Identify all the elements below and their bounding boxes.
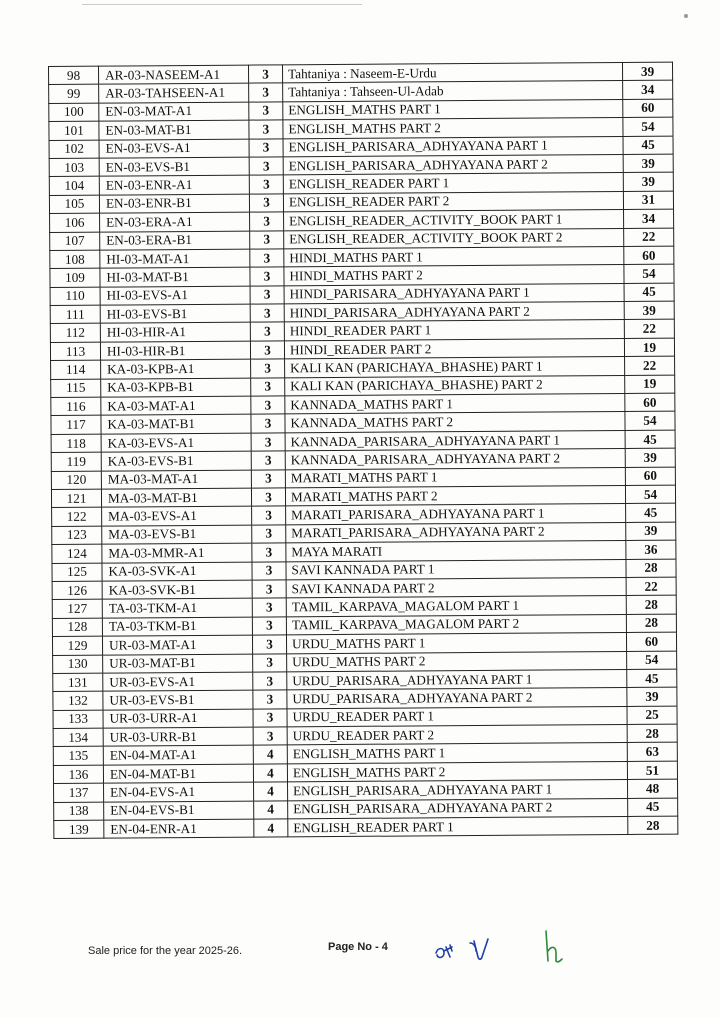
price-cell: 28 — [626, 614, 676, 633]
price-cell: 28 — [628, 816, 678, 835]
class-cell: 3 — [251, 451, 285, 470]
price-cell: 60 — [625, 467, 675, 486]
title-cell: KANNADA_PARISARA_ADHYAYANA PART 2 — [285, 449, 625, 470]
class-cell: 4 — [253, 764, 287, 783]
book-code-cell: TA-03-TKM-B1 — [102, 617, 252, 636]
title-cell: MARATI_MATHS PART 2 — [285, 485, 625, 506]
serial-cell: 100 — [49, 103, 99, 122]
class-cell: 3 — [249, 83, 283, 102]
serial-cell: 104 — [49, 176, 99, 195]
price-cell: 28 — [626, 559, 676, 578]
serial-cell: 113 — [50, 342, 100, 361]
book-code-cell: KA-03-EVS-B1 — [101, 451, 251, 470]
title-cell: SAVI KANNADA PART 2 — [286, 577, 626, 598]
title-cell: ENGLISH_PARISARA_ADHYAYANA PART 1 — [283, 136, 623, 157]
title-cell: ENGLISH_READER PART 1 — [283, 173, 623, 194]
class-cell: 3 — [250, 286, 284, 305]
book-code-cell: AR-03-TAHSEEN-A1 — [99, 83, 249, 102]
book-code-cell: EN-03-ERA-B1 — [100, 231, 250, 250]
serial-cell: 125 — [52, 563, 102, 582]
book-code-cell: UR-03-URR-B1 — [103, 727, 253, 746]
class-cell: 3 — [250, 212, 284, 231]
book-code-cell: TA-03-TKM-A1 — [102, 598, 252, 617]
class-cell: 3 — [253, 709, 287, 728]
title-cell: HINDI_MATHS PART 1 — [284, 246, 624, 267]
price-cell: 63 — [627, 743, 677, 762]
signature-3 — [546, 931, 562, 962]
price-cell: 36 — [626, 540, 676, 559]
price-cell: 28 — [627, 724, 677, 743]
price-cell: 39 — [624, 301, 674, 320]
serial-cell: 119 — [51, 452, 101, 471]
price-cell: 22 — [624, 228, 674, 247]
sale-price-note: Sale price for the year 2025-26. — [88, 945, 243, 957]
title-cell: KANNADA_MATHS PART 1 — [285, 394, 625, 415]
price-cell: 60 — [623, 99, 673, 118]
class-cell: 3 — [249, 175, 283, 194]
book-code-cell: KA-03-EVS-A1 — [101, 433, 251, 452]
class-cell: 3 — [249, 120, 283, 139]
corner-dot — [684, 14, 688, 18]
serial-cell: 129 — [52, 636, 102, 655]
price-table — [48, 62, 678, 840]
class-cell: 3 — [252, 580, 286, 599]
title-cell: KANNADA_MATHS PART 2 — [285, 412, 625, 433]
price-cell: 60 — [625, 393, 675, 412]
serial-cell: 115 — [51, 379, 101, 398]
book-code-cell: UR-03-MAT-B1 — [103, 654, 253, 673]
class-cell: 4 — [254, 782, 288, 801]
title-cell: MARATI_MATHS PART 1 — [285, 467, 625, 488]
class-cell: 3 — [252, 525, 286, 544]
book-code-cell: EN-04-EVS-A1 — [104, 782, 254, 801]
title-cell: URDU_READER PART 1 — [287, 706, 627, 727]
page-number: Page No - 4 — [328, 941, 388, 953]
title-cell: HINDI_PARISARA_ADHYAYANA PART 1 — [284, 283, 624, 304]
book-code-cell: MA-03-MAT-A1 — [101, 470, 251, 489]
book-code-cell: EN-03-ENR-B1 — [99, 194, 249, 213]
title-cell: ENGLISH_MATHS PART 2 — [283, 118, 623, 139]
price-cell: 48 — [627, 779, 677, 798]
book-code-cell: EN-04-MAT-B1 — [103, 764, 253, 783]
class-cell: 3 — [250, 304, 284, 323]
price-cell: 22 — [626, 577, 676, 596]
table-row — [54, 816, 678, 839]
signatures — [430, 925, 580, 975]
serial-cell: 111 — [50, 305, 100, 324]
title-cell: URDU_READER PART 2 — [287, 725, 627, 746]
book-code-cell: HI-03-HIR-B1 — [100, 341, 250, 360]
price-cell: 39 — [625, 448, 675, 467]
class-cell: 3 — [253, 653, 287, 672]
serial-cell: 121 — [51, 489, 101, 508]
serial-cell: 114 — [51, 360, 101, 379]
serial-cell: 108 — [50, 250, 100, 269]
price-cell: 54 — [625, 485, 675, 504]
serial-cell: 109 — [50, 268, 100, 287]
class-cell: 3 — [253, 672, 287, 691]
price-cell: 45 — [627, 669, 677, 688]
title-cell: ENGLISH_READER_ACTIVITY_BOOK PART 1 — [284, 210, 624, 231]
class-cell: 3 — [252, 617, 286, 636]
serial-cell: 117 — [51, 416, 101, 435]
price-cell: 34 — [623, 81, 673, 100]
class-cell: 3 — [251, 396, 285, 415]
book-code-cell: MA-03-EVS-B1 — [102, 525, 252, 544]
price-cell: 39 — [623, 154, 673, 173]
title-cell: URDU_MATHS PART 2 — [287, 651, 627, 672]
price-cell: 54 — [625, 412, 675, 431]
book-code-cell: KA-03-KPB-A1 — [101, 359, 251, 378]
serial-cell: 127 — [52, 599, 102, 618]
serial-cell: 107 — [50, 232, 100, 251]
serial-cell: 118 — [51, 434, 101, 453]
book-code-cell: AR-03-NASEEM-A1 — [99, 65, 249, 84]
title-cell: ENGLISH_READER PART 2 — [283, 191, 623, 212]
serial-cell: 110 — [50, 287, 100, 306]
class-cell: 3 — [252, 506, 286, 525]
class-cell: 3 — [251, 359, 285, 378]
book-code-cell: EN-04-EVS-B1 — [104, 801, 254, 820]
book-code-cell: EN-03-MAT-B1 — [99, 120, 249, 139]
title-cell: HINDI_MATHS PART 2 — [284, 265, 624, 286]
class-cell: 3 — [249, 102, 283, 121]
class-cell: 3 — [252, 635, 286, 654]
title-cell: ENGLISH_MATHS PART 2 — [287, 761, 627, 782]
top-scan-line — [82, 4, 362, 5]
title-cell: KALI KAN (PARICHAYA_BHASHE) PART 2 — [285, 375, 625, 396]
serial-cell: 112 — [50, 324, 100, 343]
class-cell: 3 — [252, 543, 286, 562]
price-cell: 45 — [624, 283, 674, 302]
price-cell: 60 — [626, 632, 676, 651]
price-cell: 45 — [623, 136, 673, 155]
serial-cell: 131 — [53, 673, 103, 692]
book-code-cell: EN-03-ENR-A1 — [99, 175, 249, 194]
price-cell: 39 — [622, 62, 672, 81]
serial-cell: 128 — [52, 618, 102, 637]
class-cell: 3 — [252, 561, 286, 580]
class-cell: 3 — [250, 341, 284, 360]
book-code-cell: UR-03-MAT-A1 — [102, 635, 252, 654]
book-code-cell: KA-03-SVK-A1 — [102, 562, 252, 581]
book-code-cell: HI-03-MAT-A1 — [100, 249, 250, 268]
book-code-cell: MA-03-MAT-B1 — [101, 488, 251, 507]
price-cell: 25 — [627, 706, 677, 725]
title-cell: SAVI KANNADA PART 1 — [286, 559, 626, 580]
class-cell: 3 — [250, 322, 284, 341]
price-cell: 19 — [625, 375, 675, 394]
title-cell: MARATI_PARISARA_ADHYAYANA PART 2 — [286, 522, 626, 543]
price-cell: 54 — [623, 117, 673, 136]
title-cell: URDU_PARISARA_ADHYAYANA PART 2 — [287, 688, 627, 709]
book-code-cell: UR-03-URR-A1 — [103, 709, 253, 728]
title-cell: Tahtaniya : Naseem-E-Urdu — [282, 62, 622, 83]
class-cell: 3 — [250, 230, 284, 249]
class-cell: 3 — [249, 157, 283, 176]
class-cell: 3 — [252, 598, 286, 617]
serial-cell: 105 — [49, 195, 99, 214]
class-cell: 3 — [251, 488, 285, 507]
serial-cell: 137 — [54, 783, 104, 802]
price-cell: 51 — [627, 761, 677, 780]
serial-cell: 98 — [49, 66, 99, 85]
price-cell: 45 — [625, 430, 675, 449]
title-cell: Tahtaniya : Tahseen-Ul-Adab — [283, 81, 623, 102]
title-cell: URDU_PARISARA_ADHYAYANA PART 1 — [287, 669, 627, 690]
serial-cell: 120 — [51, 471, 101, 490]
book-code-cell: EN-03-EVS-A1 — [99, 139, 249, 158]
class-cell: 3 — [253, 690, 287, 709]
serial-cell: 102 — [49, 140, 99, 159]
title-cell: HINDI_READER PART 2 — [284, 338, 624, 359]
book-code-cell: EN-03-EVS-B1 — [99, 157, 249, 176]
book-code-cell: HI-03-MAT-B1 — [100, 267, 250, 286]
serial-cell: 106 — [50, 213, 100, 232]
book-code-cell: EN-03-ERA-A1 — [100, 212, 250, 231]
serial-cell: 116 — [51, 397, 101, 416]
title-cell: TAMIL_KARPAVA_MAGALOM PART 2 — [286, 614, 626, 635]
title-cell: ENGLISH_PARISARA_ADHYAYANA PART 2 — [283, 154, 623, 175]
class-cell: 3 — [251, 377, 285, 396]
class-cell: 3 — [250, 267, 284, 286]
class-cell: 4 — [254, 800, 288, 819]
serial-cell: 134 — [53, 728, 103, 747]
title-cell: ENGLISH_MATHS PART 1 — [287, 743, 627, 764]
serial-cell: 130 — [53, 655, 103, 674]
title-cell: MARATI_PARISARA_ADHYAYANA PART 1 — [286, 504, 626, 525]
price-cell: 39 — [626, 522, 676, 541]
serial-cell: 99 — [49, 85, 99, 104]
book-code-cell: EN-04-ENR-A1 — [104, 819, 254, 838]
title-cell: KALI KAN (PARICHAYA_BHASHE) PART 1 — [285, 357, 625, 378]
class-cell: 4 — [253, 745, 287, 764]
class-cell: 3 — [249, 138, 283, 157]
book-code-cell: KA-03-KPB-B1 — [101, 378, 251, 397]
serial-cell: 126 — [52, 581, 102, 600]
class-cell: 3 — [251, 433, 285, 452]
price-cell: 45 — [628, 798, 678, 817]
book-code-cell: UR-03-EVS-A1 — [103, 672, 253, 691]
signature-1 — [436, 945, 452, 957]
title-cell: HINDI_READER PART 1 — [284, 320, 624, 341]
book-code-cell: EN-04-MAT-A1 — [103, 746, 253, 765]
serial-cell: 103 — [49, 158, 99, 177]
serial-cell: 138 — [54, 802, 104, 821]
serial-cell: 124 — [52, 544, 102, 563]
price-cell: 39 — [627, 687, 677, 706]
serial-cell: 101 — [49, 121, 99, 140]
class-cell: 3 — [250, 249, 284, 268]
serial-cell: 132 — [53, 691, 103, 710]
price-cell: 28 — [626, 595, 676, 614]
price-cell: 19 — [624, 338, 674, 357]
price-table-body — [49, 62, 678, 839]
book-code-cell: UR-03-EVS-B1 — [103, 690, 253, 709]
price-cell: 31 — [623, 191, 673, 210]
title-cell: ENGLISH_READER PART 1 — [288, 816, 628, 837]
title-cell: KANNADA_PARISARA_ADHYAYANA PART 1 — [285, 430, 625, 451]
book-code-cell: KA-03-SVK-B1 — [102, 580, 252, 599]
price-cell: 34 — [624, 209, 674, 228]
class-cell: 3 — [249, 194, 283, 213]
price-cell: 54 — [624, 264, 674, 283]
title-cell: ENGLISH_READER_ACTIVITY_BOOK PART 2 — [284, 228, 624, 249]
class-cell: 3 — [248, 65, 282, 84]
title-cell: ENGLISH_PARISARA_ADHYAYANA PART 1 — [288, 780, 628, 801]
title-cell: ENGLISH_MATHS PART 1 — [283, 99, 623, 120]
serial-cell: 122 — [52, 508, 102, 527]
signature-2 — [470, 939, 488, 959]
serial-cell: 136 — [53, 765, 103, 784]
price-cell: 45 — [626, 504, 676, 523]
serial-cell: 139 — [54, 820, 104, 839]
price-cell: 60 — [624, 246, 674, 265]
book-code-cell: HI-03-EVS-A1 — [100, 286, 250, 305]
book-code-cell: EN-03-MAT-A1 — [99, 102, 249, 121]
price-cell: 39 — [623, 172, 673, 191]
serial-cell: 123 — [52, 526, 102, 545]
book-code-cell: KA-03-MAT-B1 — [101, 415, 251, 434]
book-code-cell: MA-03-EVS-A1 — [102, 506, 252, 525]
class-cell: 3 — [251, 469, 285, 488]
price-cell: 22 — [624, 320, 674, 339]
serial-cell: 135 — [53, 747, 103, 766]
book-code-cell: KA-03-MAT-A1 — [101, 396, 251, 415]
book-code-cell: HI-03-EVS-B1 — [100, 304, 250, 323]
title-cell: ENGLISH_PARISARA_ADHYAYANA PART 2 — [288, 798, 628, 819]
book-code-cell: MA-03-MMR-A1 — [102, 543, 252, 562]
class-cell: 4 — [254, 819, 288, 838]
title-cell: HINDI_PARISARA_ADHYAYANA PART 2 — [284, 302, 624, 323]
price-cell: 22 — [625, 356, 675, 375]
title-cell: TAMIL_KARPAVA_MAGALOM PART 1 — [286, 596, 626, 617]
class-cell: 3 — [251, 414, 285, 433]
class-cell: 3 — [253, 727, 287, 746]
title-cell: URDU_MATHS PART 1 — [286, 633, 626, 654]
price-cell: 54 — [627, 651, 677, 670]
title-cell: MAYA MARATI — [286, 541, 626, 562]
serial-cell: 133 — [53, 710, 103, 729]
book-code-cell: HI-03-HIR-A1 — [100, 323, 250, 342]
